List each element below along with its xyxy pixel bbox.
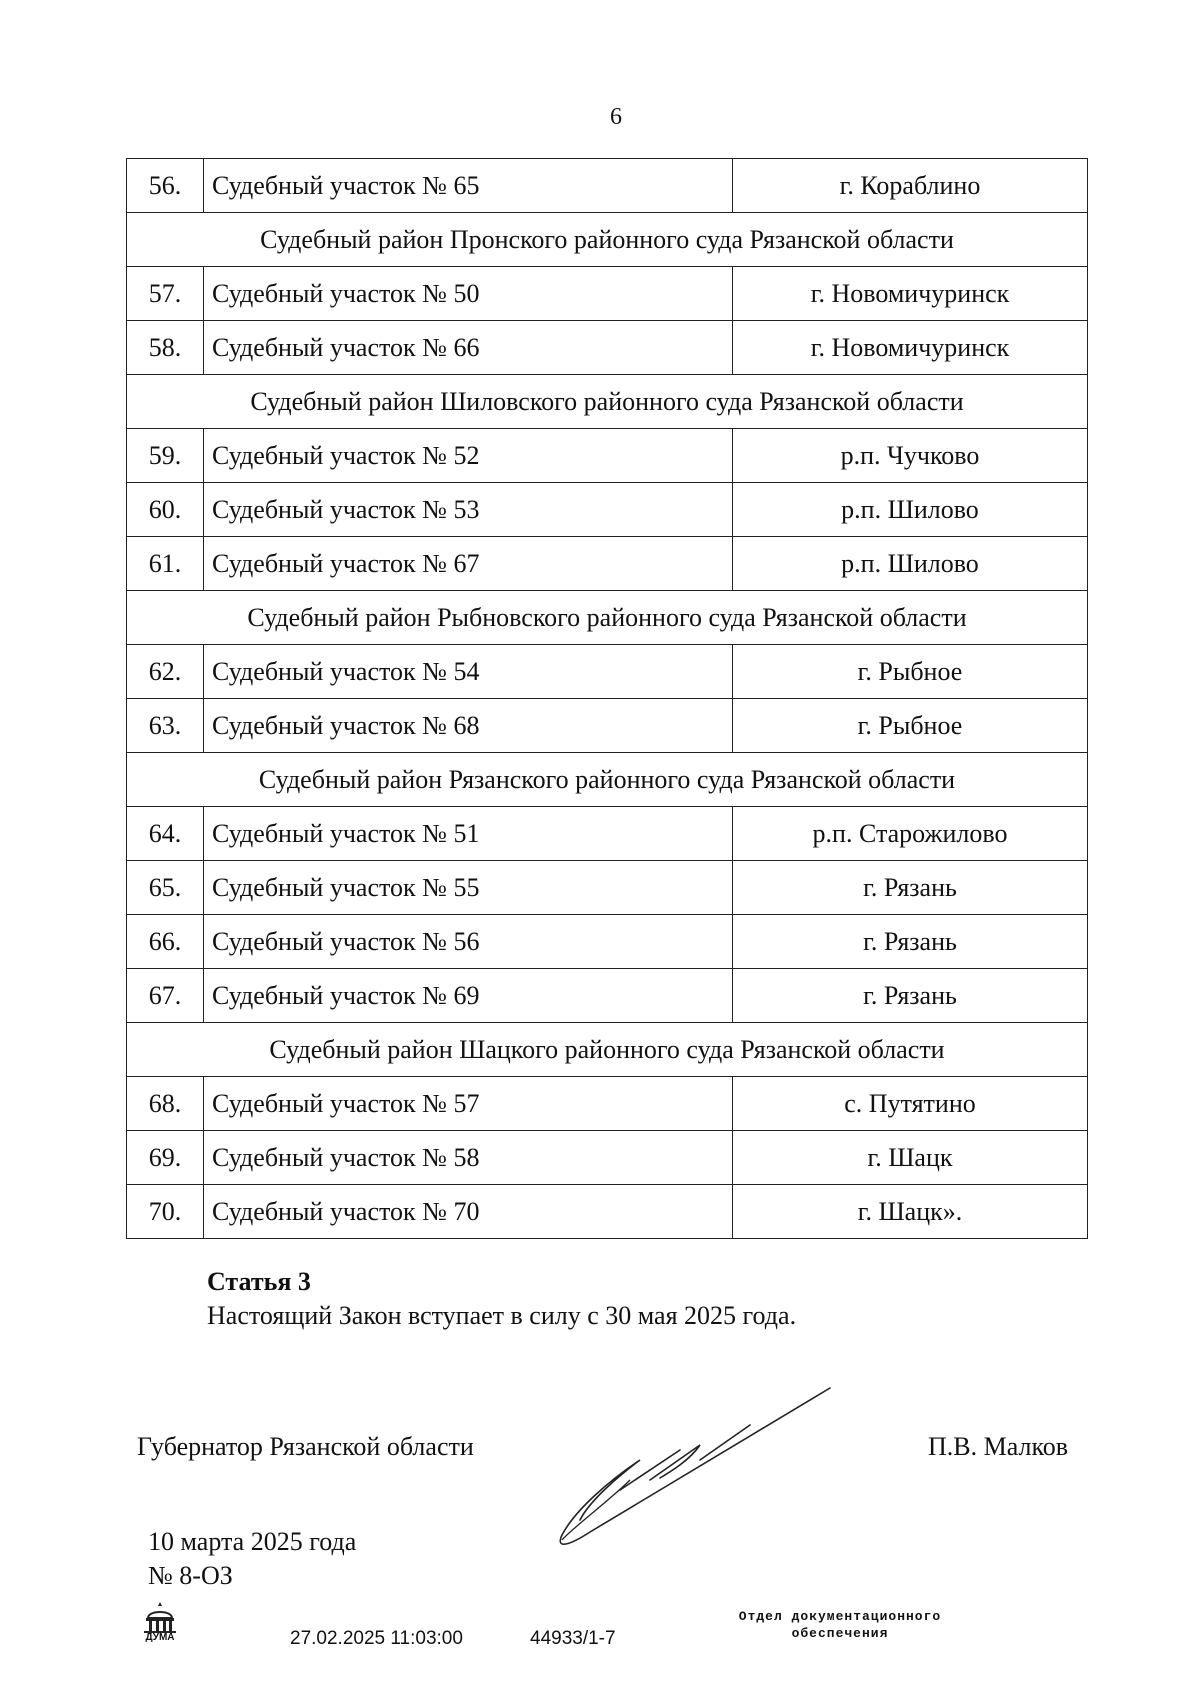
precinct-location: г. Рязань	[733, 861, 1088, 915]
precinct-name: Судебный участок № 69	[204, 969, 733, 1023]
row-number: 67.	[127, 969, 204, 1023]
district-title: Судебный район Рыбновского районного суда Рязанской области	[127, 591, 1088, 645]
district-row	[127, 1023, 1088, 1077]
precinct-location: г. Новомичуринск	[733, 267, 1088, 321]
row-number: 56.	[127, 159, 204, 213]
row-number: 61.	[127, 537, 204, 591]
precinct-name: Судебный участок № 54	[204, 645, 733, 699]
table-row	[127, 429, 1088, 483]
row-number: 69.	[127, 1131, 204, 1185]
table-row	[127, 537, 1088, 591]
precinct-name: Судебный участок № 58	[204, 1131, 733, 1185]
law-number: № 8-ОЗ	[148, 1561, 233, 1590]
table-row	[127, 1077, 1088, 1131]
table-row	[127, 1185, 1088, 1239]
logo-text: ДУМА	[145, 1632, 175, 1643]
precinct-name: Судебный участок № 50	[204, 267, 733, 321]
table-row	[127, 267, 1088, 321]
precinct-location: р.п. Шилово	[733, 537, 1088, 591]
table-row	[127, 969, 1088, 1023]
district-title: Судебный район Шацкого районного суда Рязанской области	[127, 1023, 1088, 1077]
table-row	[127, 321, 1088, 375]
governor-name: П.В. Малков	[928, 1432, 1069, 1461]
precinct-name: Судебный участок № 65	[204, 159, 733, 213]
table-row	[127, 699, 1088, 753]
district-row	[127, 753, 1088, 807]
stamp-line-1: Отдел документационного	[738, 1609, 942, 1624]
district-title: Судебный район Рязанского районного суда Рязанской области	[127, 753, 1088, 807]
signature-icon	[550, 1380, 850, 1560]
precinct-location: р.п. Чучково	[733, 429, 1088, 483]
table-row	[127, 807, 1088, 861]
precinct-name: Судебный участок № 51	[204, 807, 733, 861]
department-stamp	[700, 1608, 980, 1642]
row-number: 63.	[127, 699, 204, 753]
precinct-location: г. Рыбное	[733, 699, 1088, 753]
precinct-location: г. Рязань	[733, 915, 1088, 969]
table-row	[127, 915, 1088, 969]
row-number: 68.	[127, 1077, 204, 1131]
stamp-line-2: обеспечения	[791, 1626, 889, 1641]
table-row	[127, 483, 1088, 537]
row-number: 64.	[127, 807, 204, 861]
law-date-block	[148, 1525, 356, 1593]
precinct-location: р.п. Шилово	[733, 483, 1088, 537]
court-districts-table	[126, 158, 1088, 1239]
article-text: Настоящий Закон вступает в силу с 30 мая 2025 года.	[207, 1301, 797, 1330]
table-row	[127, 645, 1088, 699]
article-block	[207, 1265, 796, 1333]
governor-title: Губернатор Рязанской области	[137, 1432, 474, 1461]
footer-timestamp: 27.02.2025 11:03:00	[290, 1628, 463, 1649]
precinct-name: Судебный участок № 53	[204, 483, 733, 537]
row-number: 66.	[127, 915, 204, 969]
precinct-name: Судебный участок № 66	[204, 321, 733, 375]
precinct-name: Судебный участок № 67	[204, 537, 733, 591]
row-number: 65.	[127, 861, 204, 915]
row-number: 62.	[127, 645, 204, 699]
district-title: Судебный район Шиловского районного суда Рязанской области	[127, 375, 1088, 429]
law-date: 10 марта 2025 года	[148, 1527, 357, 1556]
row-number: 58.	[127, 321, 204, 375]
precinct-location: с. Путятино	[733, 1077, 1088, 1131]
row-number: 60.	[127, 483, 204, 537]
table-row	[127, 861, 1088, 915]
precinct-location: г. Шацк	[733, 1131, 1088, 1185]
precinct-name: Судебный участок № 57	[204, 1077, 733, 1131]
district-title: Судебный район Пронского районного суда Рязанской области	[127, 213, 1088, 267]
precinct-location: г. Рыбное	[733, 645, 1088, 699]
article-title: Статья 3	[207, 1267, 311, 1296]
row-number: 57.	[127, 267, 204, 321]
precinct-name: Судебный участок № 52	[204, 429, 733, 483]
district-row	[127, 375, 1088, 429]
table-row	[127, 159, 1088, 213]
precinct-name: Судебный участок № 55	[204, 861, 733, 915]
precinct-name: Судебный участок № 70	[204, 1185, 733, 1239]
table-row	[127, 1131, 1088, 1185]
row-number: 70.	[127, 1185, 204, 1239]
precinct-location: г. Новомичуринск	[733, 321, 1088, 375]
precinct-name: Судебный участок № 68	[204, 699, 733, 753]
precinct-name: Судебный участок № 56	[204, 915, 733, 969]
precinct-location: г. Шацк».	[733, 1185, 1088, 1239]
page-number: 6	[610, 104, 622, 130]
row-number: 59.	[127, 429, 204, 483]
district-row	[127, 213, 1088, 267]
precinct-location: г. Рязань	[733, 969, 1088, 1023]
district-row	[127, 591, 1088, 645]
footer-doc-code: 44933/1-7	[530, 1628, 616, 1649]
precinct-location: г. Кораблино	[733, 159, 1088, 213]
precinct-location: р.п. Старожилово	[733, 807, 1088, 861]
